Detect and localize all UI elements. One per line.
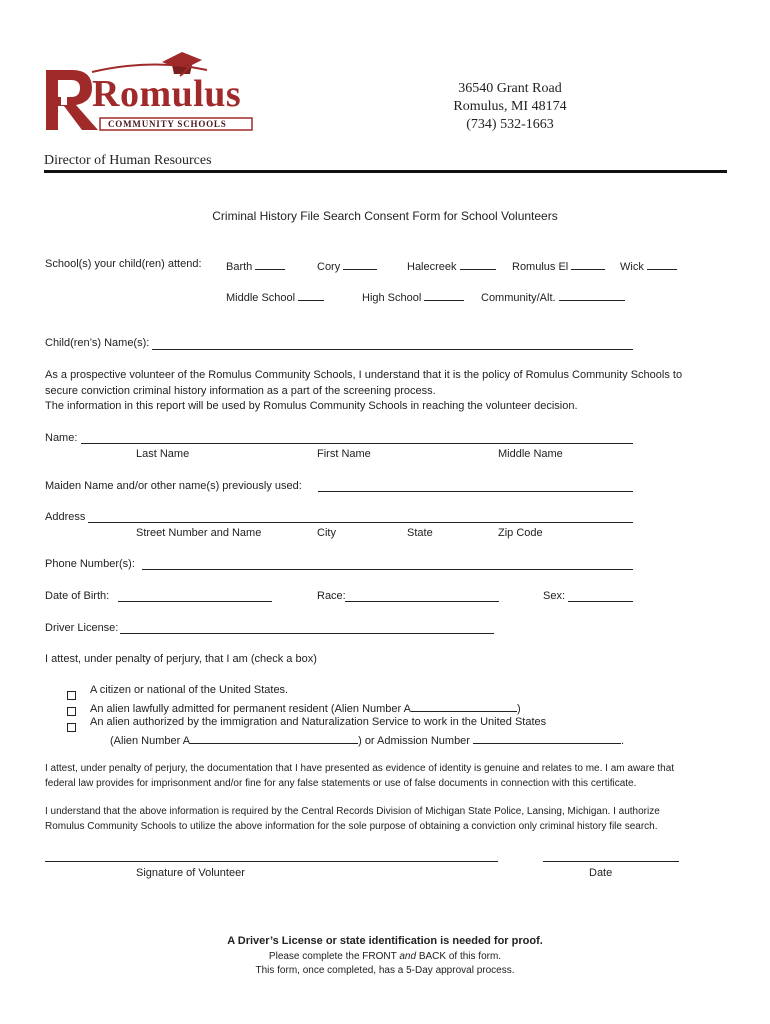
phone-label: Phone Number(s):: [45, 558, 135, 570]
address-phone: (734) 532-1663: [466, 117, 554, 132]
understand-text-1: I understand that the above information is required by the Central Records Division of Michigan State Police, Lansing, Michigan. I authorize: [45, 806, 660, 817]
intro-text-2: secure conviction criminal history information as a part of the screening process.: [45, 385, 436, 397]
intro-text-3: The information in this report will be used by Romulus Community Schools in reaching the volunteer decision.: [45, 400, 578, 412]
race-label: Race:: [317, 590, 346, 602]
name-field[interactable]: [81, 443, 633, 444]
footer-approval-note: This form, once completed, has a 5-Day approval process.: [255, 965, 515, 976]
logo-subtitle: COMMUNITY SCHOOLS: [108, 119, 227, 129]
intro-text-1: As a prospective volunteer of the Romulus Community Schools, I understand that it is the policy of Romulus Community Schools to: [45, 369, 683, 381]
permanent-resident-close: ): [517, 703, 521, 715]
address-label: Address: [45, 511, 86, 523]
name-label: Name:: [45, 432, 78, 444]
footer-proof-note: A Driver’s License or state identification is needed for proof.: [227, 935, 543, 947]
school-option-high[interactable]: High School: [362, 289, 464, 304]
driver-license-label: Driver License:: [45, 622, 119, 634]
address-city: Romulus, MI 48174: [453, 99, 567, 114]
sex-field[interactable]: [568, 601, 633, 602]
middle-name-caption: Middle Name: [498, 448, 563, 460]
period: .: [621, 735, 625, 747]
department-title: Director of Human Resources: [44, 153, 212, 168]
address-street: 36540 Grant Road: [458, 81, 562, 96]
state-caption: State: [407, 527, 433, 539]
citizen-option-text: A citizen or national of the United States.: [90, 684, 289, 696]
school-option-halecreek[interactable]: Halecreek: [407, 258, 496, 273]
alien-number-label: (Alien Number A: [110, 735, 191, 747]
school-option-cory[interactable]: Cory: [317, 258, 377, 273]
district-logo: [42, 50, 257, 136]
date-field[interactable]: [543, 861, 679, 862]
admission-number-label: ) or Admission Number: [358, 735, 470, 747]
race-field[interactable]: [345, 601, 499, 602]
school-option-romulus-el[interactable]: Romulus El: [512, 258, 605, 273]
maiden-name-label: Maiden Name and/or other name(s) previously used:: [45, 480, 302, 492]
authorized-alien-number-field[interactable]: [190, 732, 358, 744]
signature-caption: Signature of Volunteer: [136, 867, 245, 879]
phone-field[interactable]: [142, 569, 633, 570]
header-rule: [44, 170, 727, 173]
admission-number-field[interactable]: [473, 732, 621, 744]
footer-complete-a: Please complete the FRONT: [268, 951, 400, 962]
logo-wordmark: Romulus: [92, 73, 242, 115]
maiden-name-field[interactable]: [318, 491, 633, 492]
understand-text-2: Romulus Community Schools to utilize the above information for the sole purpose of obtaining a conviction only criminal history file search.: [45, 821, 658, 832]
school-option-wick[interactable]: Wick: [620, 258, 677, 273]
authorized-alien-option-text: An alien authorized by the immigration and Naturalization Service to work in the United States: [90, 716, 547, 728]
form-title: Criminal History File Search Consent Form for School Volunteers: [212, 209, 558, 223]
dob-label: Date of Birth:: [45, 590, 110, 602]
last-name-caption: Last Name: [136, 448, 190, 460]
sex-label: Sex:: [543, 590, 566, 602]
zip-caption: Zip Code: [498, 527, 543, 539]
footer-complete-note: [0, 951, 770, 962]
schools-label: School(s) your child(ren) attend:: [45, 258, 202, 270]
street-caption: Street Number and Name: [136, 527, 262, 539]
school-option-barth[interactable]: Barth: [226, 258, 285, 273]
date-caption: Date: [589, 867, 613, 879]
footer-complete-c: BACK of this form.: [416, 951, 502, 962]
attest-identity-1: I attest, under penalty of perjury, the documentation that I have presented as evidence of identity is genuine and relates to me. I am aware that: [45, 763, 675, 774]
district-address: [420, 80, 600, 134]
authorized-alien-checkbox[interactable]: [67, 719, 76, 737]
children-label: Child(ren’s) Name(s):: [45, 337, 150, 349]
school-option-middle[interactable]: Middle School: [226, 289, 324, 304]
attest-identity-2: federal law provides for imprisonment and/or fine for any false statements or use of false documents in connection with this certificate.: [45, 778, 637, 789]
dob-field[interactable]: [118, 601, 272, 602]
permanent-resident-option-text: [90, 700, 521, 715]
alien-number-field[interactable]: [411, 700, 517, 712]
authorized-alien-numbers: [110, 732, 624, 747]
first-name-caption: First Name: [317, 448, 371, 460]
driver-license-field[interactable]: [120, 633, 494, 634]
city-caption: City: [317, 527, 336, 539]
signature-field[interactable]: [45, 861, 498, 862]
permanent-resident-text: An alien lawfully admitted for permanent resident (Alien Number A: [90, 703, 411, 715]
address-field[interactable]: [88, 522, 633, 523]
footer-complete-b: and: [399, 951, 417, 962]
school-option-community-alt[interactable]: Community/Alt.: [481, 289, 625, 304]
attest-label: I attest, under penalty of perjury, that I am (check a box): [45, 653, 317, 665]
children-name-field[interactable]: [152, 349, 633, 350]
